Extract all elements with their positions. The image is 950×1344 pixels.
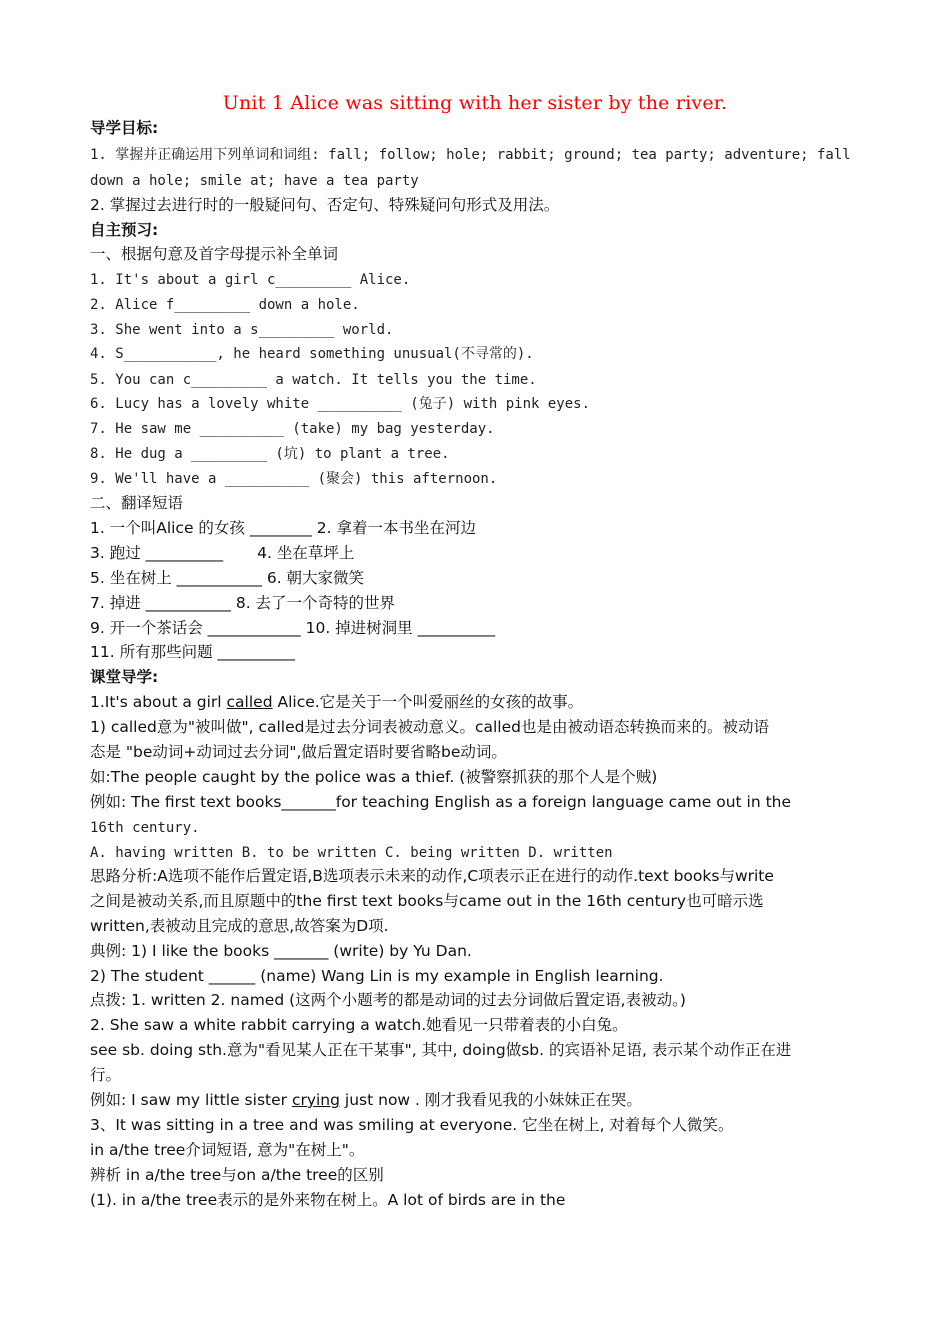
paragraph-line: 例如: The first text books_______for teaching English as a foreign language came out in the — [90, 793, 792, 811]
phrase-row — [90, 618, 870, 638]
paragraph-line: 态是 "be动词+动词过去分词",做后置定语时要省略be动词。 — [90, 743, 507, 761]
paragraph-line: see sb. doing sth.意为"看见某人正在干某事", 其中, doing做sb. 的宾语补足语, 表示某个动作正在进 — [90, 1041, 792, 1059]
paragraph-line: 行。 — [90, 1066, 122, 1084]
exercise-item: 4. S___________, he heard something unusual(不寻常的). — [90, 346, 534, 362]
exercise-item: 1. It's about a girl c_________ Alice. — [90, 272, 411, 288]
exercise-item: 7. He saw me __________ (take) my bag yesterday. — [90, 421, 495, 437]
phrase-row — [90, 593, 870, 613]
phrase-row — [90, 543, 870, 563]
phrase-left: 7. 掉进 ___________ — [90, 594, 231, 612]
exercise-item: 9. We'll have a __________ (聚会) this afternoon. — [90, 471, 498, 487]
phrase-right: 8. 去了一个奇特的世界 — [235, 594, 396, 612]
goals-heading: 导学目标: — [90, 119, 159, 137]
phrase-right: 10. 掉进树洞里 __________ — [305, 619, 496, 637]
text-run: Alice.它是关于一个叫爱丽丝的女孩的故事。 — [272, 693, 584, 711]
paragraph-line: 2) The student ______ (name) Wang Lin is my example in English learning. — [90, 967, 664, 985]
page-title: Unit 1 Alice was sitting with her sister by the river. — [222, 92, 728, 114]
section-1-heading: 一、根据句意及首字母提示补全单词 — [90, 245, 339, 263]
goal-2: 2. 掌握过去进行时的一般疑问句、否定句、特殊疑问句形式及用法。 — [90, 196, 560, 214]
point-3: 3、It was sitting in a tree and was smiling at everyone. 它坐在树上, 对着每个人微笑。 — [90, 1116, 734, 1134]
phrase-row — [90, 568, 870, 588]
paragraph-line — [90, 1090, 870, 1110]
paragraph-line: 点拨: 1. written 2. named (这两个小题考的都是动词的过去分词做后置定语,表被动。) — [90, 991, 686, 1009]
underlined-word: called — [226, 693, 273, 711]
phrase-right: 4. 坐在草坪上 — [257, 544, 355, 562]
phrase-left: 3. 跑过 __________ — [90, 544, 224, 562]
paragraph-line: 典例: 1) I like the books _______ (write) by Yu Dan. — [90, 942, 472, 960]
paragraph-line: 如:The people caught by the police was a thief. (被警察抓获的那个人是个贼) — [90, 768, 658, 786]
phrase-left: 11. 所有那些问题 __________ — [90, 643, 296, 661]
paragraph-line: 思路分析:A选项不能作后置定语,B选项表示未来的动作,C项表示正在进行的动作.text books与write — [90, 867, 774, 885]
exercise-item: 6. Lucy has a lovely white __________ (兔子) with pink eyes. — [90, 396, 591, 412]
phrase-left: 9. 开一个茶话会 ____________ — [90, 619, 301, 637]
phrase-left: 1. 一个叫Alice 的女孩 ________ — [90, 519, 312, 537]
preview-heading: 自主预习: — [90, 221, 159, 239]
goal-1: 1. 掌握并正确运用下列单词和词组: fall; follow; hole; rabbit; ground; tea party; adventure; fall — [90, 147, 851, 163]
paragraph-line: (1). in a/the tree表示的是外来物在树上。A lot of birds are in the — [90, 1191, 566, 1209]
text-run: 1.It's about a girl — [90, 693, 227, 711]
exercise-item: 2. Alice f_________ down a hole. — [90, 297, 360, 313]
text-run: 例如: I saw my little sister — [90, 1091, 292, 1109]
answer-options: A. having written B. to be written C. being written D. written — [90, 845, 613, 861]
exercise-item: 5. You can c_________ a watch. It tells you the time. — [90, 372, 537, 388]
phrase-row — [90, 518, 870, 538]
phrase-right: 6. 朝大家微笑 — [266, 569, 365, 587]
section-2-heading: 二、翻译短语 — [90, 494, 184, 512]
exercise-item: 3. She went into a s_________ world. — [90, 322, 394, 338]
point-2: 2. She saw a white rabbit carrying a watch.她看见一只带着表的小白兔。 — [90, 1016, 628, 1034]
classroom-heading: 课堂导学: — [90, 668, 159, 686]
paragraph-line: 之间是被动关系,而且原题中的the first text books与came out in the 16th century也可暗示选 — [90, 892, 764, 910]
paragraph-line: in a/the tree介词短语, 意为"在树上"。 — [90, 1141, 365, 1159]
text-run: just now . 刚才我看见我的小妹妹正在哭。 — [339, 1091, 642, 1109]
phrase-left: 5. 坐在树上 ___________ — [90, 569, 262, 587]
phrase-right: 2. 拿着一本书坐在河边 — [316, 519, 477, 537]
point-1 — [90, 692, 870, 712]
phrase-row — [90, 642, 870, 662]
paragraph-line: 辨析 in a/the tree与on a/the tree的区别 — [90, 1166, 384, 1184]
underlined-word: crying — [291, 1091, 340, 1109]
paragraph-line: 1) called意为"被叫做", called是过去分词表被动意义。called也是由被动语态转换而来的。被动语 — [90, 718, 769, 736]
exercise-item: 8. He dug a _________ (坑) to plant a tree. — [90, 446, 450, 462]
paragraph-line: 16th century. — [90, 820, 200, 836]
paragraph-line: written,表被动且完成的意思,故答案为D项. — [90, 917, 389, 935]
goal-1-cont: down a hole; smile at; have a tea party — [90, 173, 419, 189]
